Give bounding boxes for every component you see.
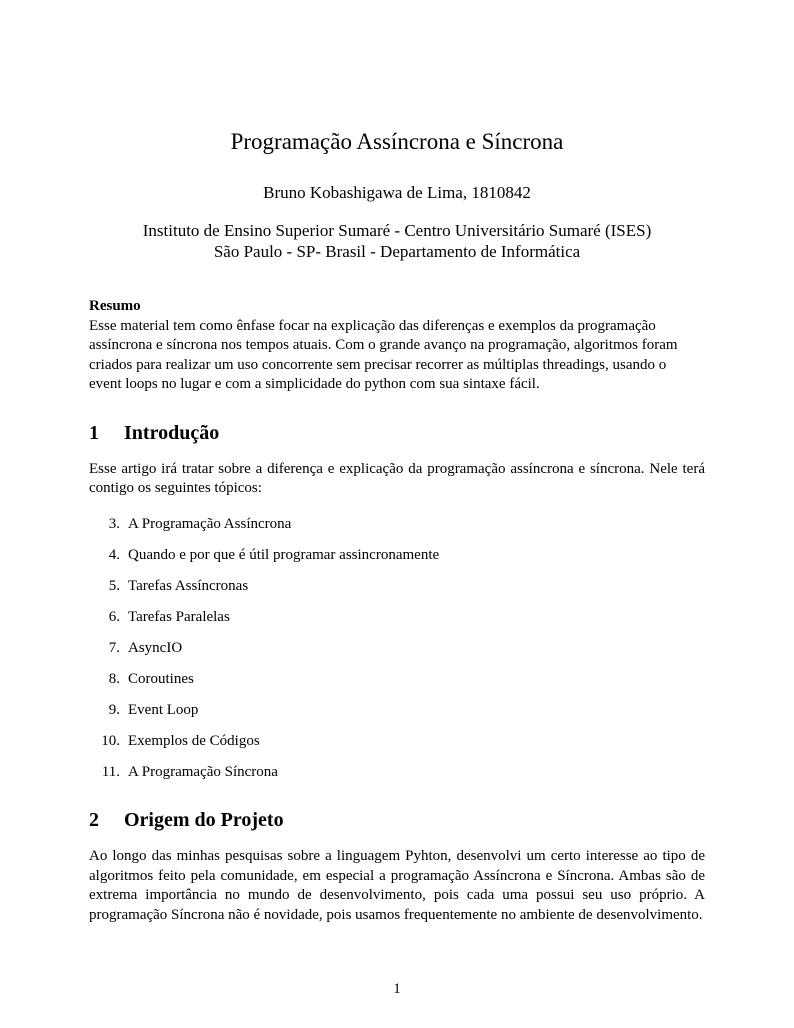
list-item-label: AsyncIO — [128, 639, 183, 656]
abstract-heading: Resumo — [89, 298, 141, 314]
list-item-label: Exemplos de Códigos — [128, 732, 260, 749]
list-item-label: Event Loop — [128, 701, 199, 718]
abstract-text: Esse material tem como ênfase focar na explicação das diferenças e exemplos da programação assíncrona e síncrona nos tempos atuais. Com o grande avanço na programação, algoritmos foram criados para realizar um uso concorrente sem precisar recorrer as múltiplas threadings, usando o event loops no lugar e com a simplicidade do python com sua sintaxe fácil. — [89, 317, 678, 392]
list-item — [89, 546, 705, 566]
list-item-number: 4. — [108, 546, 120, 563]
section-1-heading — [89, 421, 705, 445]
list-item — [89, 763, 705, 783]
section-2-paragraph: Ao longo das minhas pesquisas sobre a linguagem Pyhton, desenvolvi um certo interesse ao tipo de algoritmos feito pela comunidade, em especial a programação Assíncrona e Síncrona. Ambas são de extrema importância no mundo de desenvolvimento, pois cada uma possui seu uso próprio. A programação Síncrona não é novidade, pois usamos frequentemente no ambiente de desenvolvimento. — [89, 848, 705, 923]
page-title: Programação Assíncrona e Síncrona — [230, 129, 564, 154]
list-item — [89, 639, 705, 659]
section-2-number: 2 — [89, 809, 99, 831]
list-item — [89, 732, 705, 752]
list-item — [89, 670, 705, 690]
list-item-number: 10. — [101, 732, 120, 749]
list-item-label: A Programação Assíncrona — [128, 515, 292, 532]
list-item-number: 8. — [108, 670, 120, 687]
institution-block — [89, 220, 705, 262]
list-item-label: A Programação Síncrona — [128, 763, 278, 780]
list-item-number: 9. — [108, 701, 120, 718]
list-item — [89, 577, 705, 597]
list-item-label: Coroutines — [128, 670, 194, 687]
list-item-number: 7. — [108, 639, 120, 656]
section-2-title: Origem do Projeto — [124, 809, 284, 831]
section-1-title: Introdução — [124, 421, 220, 444]
topic-list — [89, 515, 705, 783]
list-item-label: Quando e por que é útil programar assincronamente — [128, 546, 440, 563]
list-item — [89, 515, 705, 535]
list-item-number: 3. — [108, 515, 120, 532]
list-item — [89, 608, 705, 628]
institution-line-2: São Paulo - SP- Brasil - Departamento de Informática — [213, 242, 581, 261]
institution-line-1: Instituto de Ensino Superior Sumaré - Centro Universitário Sumaré (ISES) — [142, 221, 652, 240]
list-item-label: Tarefas Assíncronas — [128, 577, 249, 594]
section-1-intro-paragraph: Esse artigo irá tratar sobre a diferença e explicação da programação assíncrona e síncrona. Nele terá contigo os seguintes tópicos: — [89, 460, 705, 496]
author-line: Bruno Kobashigawa de Lima, 1810842 — [263, 183, 531, 202]
section-2-heading — [89, 808, 705, 832]
list-item-number: 6. — [108, 608, 120, 625]
list-item — [89, 701, 705, 721]
section-1-number: 1 — [89, 421, 99, 444]
abstract — [89, 297, 681, 395]
list-item-number: 11. — [101, 763, 120, 780]
page-number: 1 — [393, 981, 401, 997]
list-item-number: 5. — [108, 577, 120, 594]
list-item-label: Tarefas Paralelas — [128, 608, 230, 625]
